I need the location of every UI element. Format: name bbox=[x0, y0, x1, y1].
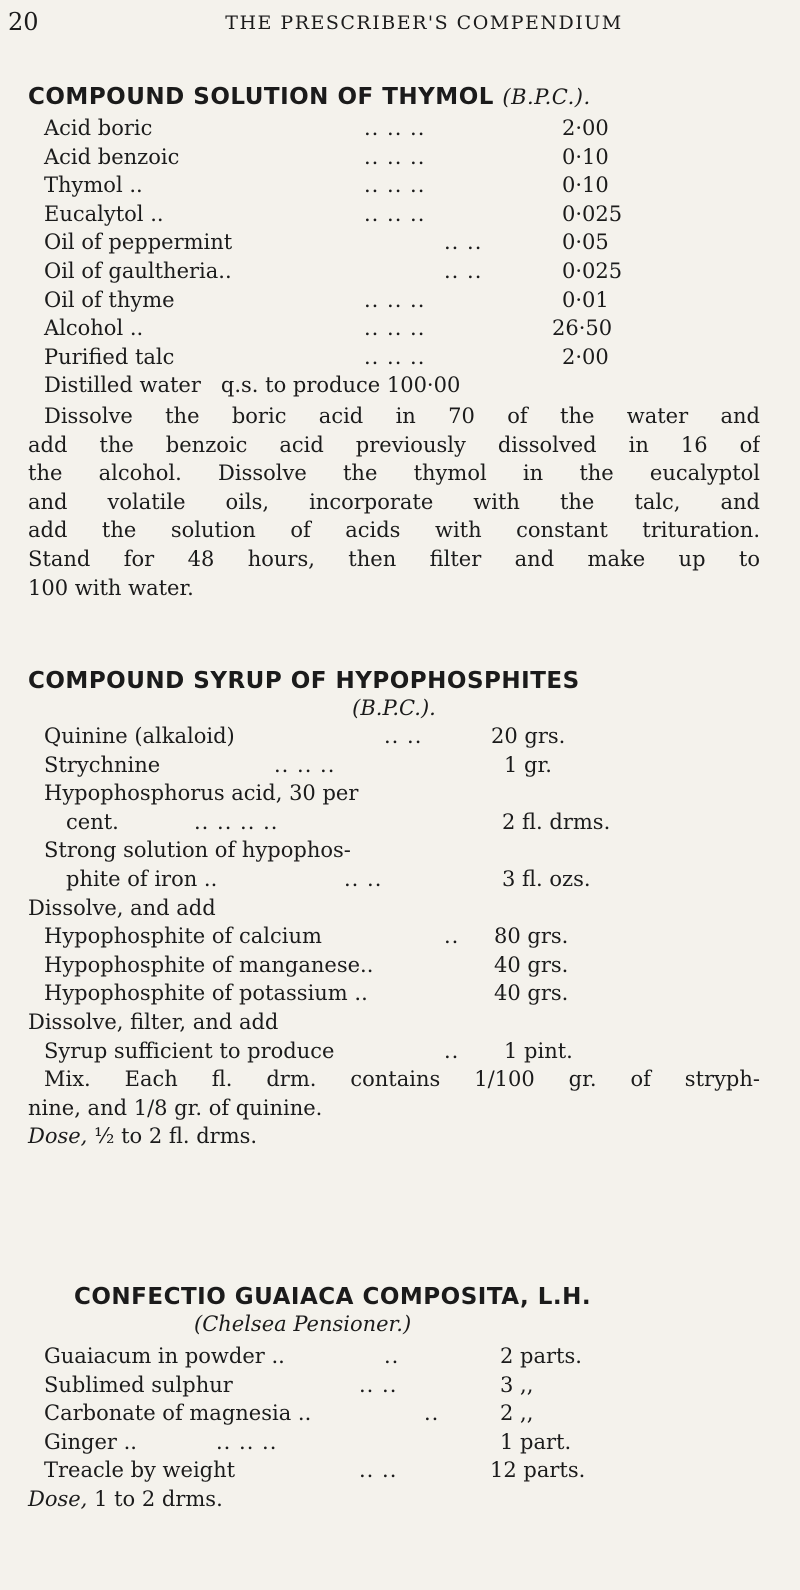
ingredient-qty: 2·00 bbox=[562, 344, 609, 369]
ingredient-row bbox=[44, 781, 760, 810]
ingredient-row bbox=[44, 838, 760, 867]
leader-dots: .. .. .. .. bbox=[194, 809, 279, 834]
section-source: (B.P.C.). bbox=[352, 696, 436, 720]
direction-line: Mix. Each fl. drm. contains 1/100 gr. of stryph- bbox=[44, 1067, 760, 1092]
page-number: 20 bbox=[8, 8, 39, 36]
ingredient-row bbox=[44, 116, 760, 145]
ingredient-name: Guaiacum in powder .. bbox=[44, 1344, 285, 1368]
section-title bbox=[28, 84, 760, 110]
leader-dots: .. .. bbox=[359, 1372, 398, 1397]
leader-dots: .. .. bbox=[344, 866, 383, 891]
ingredient-list bbox=[28, 116, 760, 402]
section-title: COMPOUND SYRUP OF HYPOPHOSPHITES bbox=[28, 668, 580, 694]
ingredient-name: Eucalytol .. bbox=[44, 201, 164, 226]
ingredient-row bbox=[44, 1430, 760, 1459]
ingredient-name: Thymol .. bbox=[44, 173, 143, 198]
ingredient-qty: 3 fl. ozs. bbox=[502, 866, 591, 891]
direction-line: nine, and 1/8 gr. of quinine. bbox=[28, 1095, 323, 1120]
ingredient-list bbox=[28, 1344, 760, 1487]
ingredient-row bbox=[44, 173, 760, 202]
direction-line: and volatile oils, incorporate with the talc, and bbox=[28, 489, 760, 514]
distilled-water-row bbox=[44, 373, 760, 402]
dose-label: Dose, bbox=[28, 1486, 88, 1511]
ingredient-qty: 0·01 bbox=[562, 287, 609, 312]
ingredient-row bbox=[44, 1401, 760, 1430]
ingredient-qty: 1 pint. bbox=[504, 1038, 573, 1063]
section-title: CONFECTIO GUAIACA COMPOSITA, L.H. bbox=[74, 1284, 592, 1310]
ingredient-qty: 1 part. bbox=[500, 1429, 572, 1454]
direction-line: 100 with water. bbox=[28, 575, 194, 600]
ingredient-name: Ginger .. bbox=[44, 1429, 137, 1454]
leader-dots: .. .. .. bbox=[364, 201, 426, 226]
ingredient-name: Strong solution of hypophos- bbox=[44, 838, 351, 863]
dose-label: Dose, bbox=[28, 1124, 88, 1149]
ingredient-row bbox=[44, 724, 760, 753]
ingredient-qty: 2 parts. bbox=[500, 1344, 582, 1368]
ingredient-row bbox=[44, 953, 760, 982]
ingredient-row bbox=[44, 345, 760, 374]
running-title: THE PRESCRIBER'S COMPENDIUM bbox=[225, 12, 623, 34]
leader-dots: .. .. .. bbox=[364, 287, 426, 312]
leader-dots: .. .. bbox=[384, 724, 423, 748]
ingredient-qty: 2·00 bbox=[562, 116, 609, 140]
direction-line: add the solution of acids with constant trituration. bbox=[28, 518, 760, 543]
ingredient-name: Quinine (alkaloid) bbox=[44, 724, 235, 748]
leader-dots: .. bbox=[384, 1344, 400, 1368]
ingredient-row bbox=[44, 867, 760, 896]
leader-dots: .. .. bbox=[444, 230, 483, 255]
ingredient-row bbox=[44, 230, 760, 259]
leader-dots: .. .. .. bbox=[364, 344, 426, 369]
ingredient-name: Hypophosphite of manganese.. bbox=[44, 952, 374, 977]
instruction-text: Dissolve, filter, and add bbox=[28, 1009, 279, 1034]
ingredient-row bbox=[44, 202, 760, 231]
ingredient-name: Hypophosphite of potassium .. bbox=[44, 981, 368, 1006]
ingredient-name: Strychnine bbox=[44, 752, 161, 777]
section-source: (Chelsea Pensioner.) bbox=[194, 1312, 412, 1336]
leader-dots: .. bbox=[444, 924, 460, 949]
ingredient-name: Oil of thyme bbox=[44, 287, 175, 312]
ingredient-row bbox=[44, 924, 760, 953]
ingredient-name: Hypophosphorus acid, 30 per bbox=[44, 781, 359, 806]
distilled-water-text: Distilled water q.s. to produce 100·00 bbox=[44, 373, 461, 398]
ingredient-qty: 0·025 bbox=[562, 201, 623, 226]
ingredient-qty: 2 fl. drms. bbox=[502, 809, 611, 834]
title-source: (B.P.C.). bbox=[502, 85, 591, 109]
ingredient-name: Treacle by weight bbox=[44, 1458, 236, 1483]
ingredient-row bbox=[44, 316, 760, 345]
leader-dots: .. .. .. bbox=[364, 144, 426, 169]
leader-dots: .. .. .. bbox=[364, 316, 426, 341]
ingredient-name: Acid benzoic bbox=[44, 144, 180, 169]
direction-line: Stand for 48 hours, then filter and make up to bbox=[28, 546, 760, 571]
instruction-row bbox=[28, 895, 760, 925]
ingredient-name: Alcohol .. bbox=[44, 316, 144, 341]
direction-line: add the benzoic acid previously dissolved in 16 of bbox=[28, 432, 760, 457]
leader-dots: .. bbox=[424, 1401, 440, 1426]
direction-line: Dissolve the boric acid in 70 of the water and bbox=[44, 403, 760, 428]
dose-line bbox=[28, 1124, 760, 1153]
leader-dots: .. .. .. bbox=[364, 173, 426, 198]
ingredient-qty: 12 parts. bbox=[490, 1458, 586, 1483]
ingredient-name: Hypophosphite of calcium bbox=[44, 924, 322, 949]
ingredient-row bbox=[44, 753, 760, 782]
section-hypophosphites bbox=[28, 668, 760, 1153]
ingredient-qty: 2 ,, bbox=[500, 1401, 534, 1426]
ingredient-row bbox=[44, 145, 760, 174]
ingredient-name: Purified talc bbox=[44, 344, 175, 369]
ingredient-qty: 1 gr. bbox=[504, 752, 552, 777]
ingredient-qty: 0·05 bbox=[562, 230, 609, 255]
ingredient-qty: 0·025 bbox=[562, 258, 623, 283]
leader-dots: .. .. bbox=[359, 1458, 398, 1483]
title-text: COMPOUND SOLUTION OF THYMOL bbox=[28, 84, 494, 110]
instruction-row bbox=[28, 1009, 760, 1039]
ingredient-name: cent. bbox=[66, 809, 119, 834]
ingredient-row bbox=[44, 288, 760, 317]
section-thymol bbox=[28, 84, 760, 604]
leader-dots: .. .. .. bbox=[216, 1429, 278, 1454]
ingredient-qty: 0·10 bbox=[562, 144, 609, 169]
ingredient-name: Carbonate of magnesia .. bbox=[44, 1401, 312, 1426]
section-guaiaca bbox=[28, 1284, 760, 1516]
ingredient-list bbox=[28, 724, 760, 1067]
ingredient-qty: 40 grs. bbox=[494, 981, 569, 1006]
directions bbox=[28, 1067, 760, 1153]
ingredient-row bbox=[44, 1373, 760, 1402]
ingredient-qty: 26·50 bbox=[552, 316, 613, 341]
ingredient-name: Acid boric bbox=[44, 116, 153, 140]
leader-dots: .. .. .. bbox=[364, 116, 426, 140]
dose-line bbox=[28, 1487, 760, 1516]
ingredient-qty: 3 ,, bbox=[500, 1372, 534, 1397]
ingredient-row bbox=[44, 981, 760, 1010]
ingredient-row bbox=[44, 1039, 760, 1068]
ingredient-qty: 20 grs. bbox=[491, 724, 566, 748]
ingredient-name: Syrup sufficient to produce bbox=[44, 1038, 335, 1063]
instruction-text: Dissolve, and add bbox=[28, 895, 216, 920]
ingredient-name: Sublimed sulphur bbox=[44, 1372, 233, 1397]
ingredient-name: Oil of gaultheria.. bbox=[44, 258, 232, 283]
ingredient-qty: 0·10 bbox=[562, 173, 609, 198]
ingredient-row bbox=[44, 259, 760, 288]
ingredient-row bbox=[44, 810, 760, 839]
leader-dots: .. .. .. bbox=[274, 752, 336, 777]
page-header bbox=[8, 6, 780, 46]
ingredient-name: phite of iron .. bbox=[66, 866, 218, 891]
ingredient-row bbox=[44, 1458, 760, 1487]
leader-dots: .. bbox=[444, 1038, 460, 1063]
dose-text: 1 to 2 drms. bbox=[94, 1486, 223, 1511]
ingredient-name: Oil of peppermint bbox=[44, 230, 233, 255]
leader-dots: .. .. bbox=[444, 258, 483, 283]
direction-line: the alcohol. Dissolve the thymol in the eucalyptol bbox=[28, 461, 760, 486]
dose-text: ½ to 2 fl. drms. bbox=[94, 1124, 258, 1149]
ingredient-qty: 80 grs. bbox=[494, 924, 569, 949]
ingredient-qty: 40 grs. bbox=[494, 952, 569, 977]
directions bbox=[28, 404, 760, 604]
ingredient-row bbox=[44, 1344, 760, 1373]
